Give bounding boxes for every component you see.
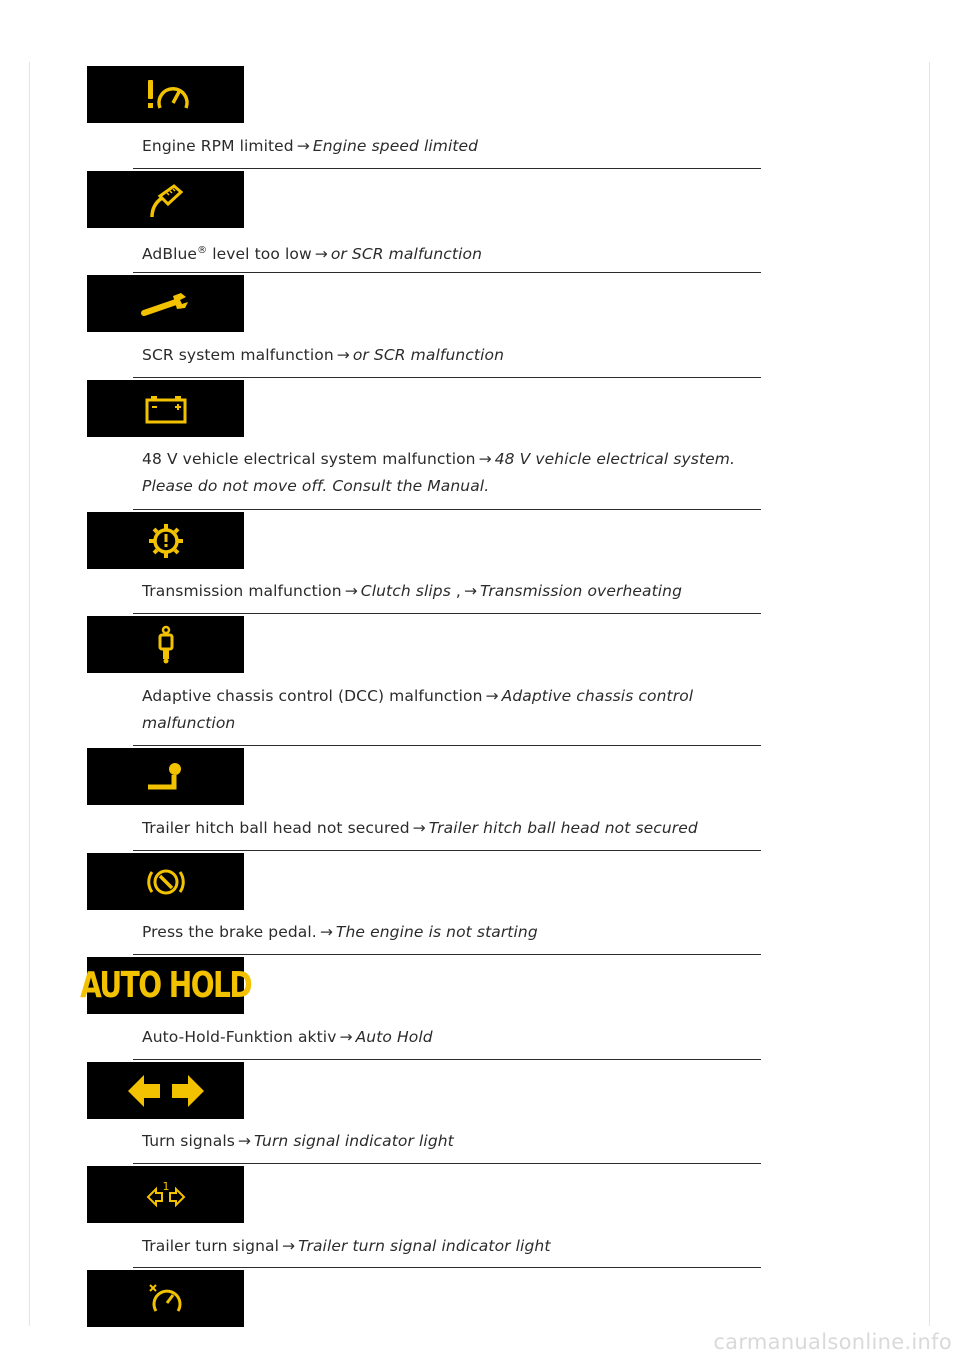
divider — [133, 1059, 761, 1060]
arrow-right-icon: → — [485, 687, 499, 705]
divider — [133, 168, 761, 169]
entry-text: Engine RPM limited — [142, 137, 294, 155]
entry-caption — [142, 1024, 752, 1051]
trailer-number: 1 — [162, 1179, 169, 1193]
cross-reference-link[interactable]: Engine speed limited — [312, 137, 479, 155]
entry-text: Auto-Hold-Funktion aktiv — [142, 1028, 337, 1046]
divider — [133, 850, 761, 851]
left-margin-line — [29, 62, 30, 1326]
arrow-right-icon: → — [344, 582, 358, 600]
arrow-right-icon: → — [478, 450, 492, 468]
entry-caption — [142, 1128, 752, 1155]
entry-caption — [142, 1233, 752, 1260]
cross-reference-link[interactable]: Trailer hitch ball head not secured — [428, 819, 698, 837]
cross-reference-link[interactable]: Auto Hold — [355, 1028, 433, 1046]
entry-text: 48 V vehicle electrical system malfunction — [142, 450, 476, 468]
wrench-icon — [87, 275, 244, 332]
shock-absorber-icon — [87, 616, 244, 673]
entry-text: Trailer hitch ball head not secured — [142, 819, 410, 837]
arrow-right-icon: → — [336, 346, 350, 364]
cross-reference-link[interactable]: Trailer turn signal indicator light — [298, 1237, 551, 1255]
divider — [133, 377, 761, 378]
entry-caption — [142, 815, 752, 842]
entry-text: Adaptive chassis control (DCC) malfunction — [142, 687, 483, 705]
divider — [133, 272, 761, 273]
entry-caption — [142, 342, 752, 369]
speed-limiter-icon — [87, 1270, 244, 1327]
arrow-right-icon: → — [412, 819, 426, 837]
entry-text: Press the brake pedal. — [142, 923, 317, 941]
auto-hold-label: AUTO HOLD — [80, 965, 252, 1006]
rpm-limit-warning-icon — [87, 66, 244, 123]
separator: , — [450, 582, 461, 600]
divider — [133, 509, 761, 510]
entry-text: Turn signals — [142, 1132, 235, 1150]
arrow-right-icon: → — [314, 245, 328, 264]
cross-reference-link[interactable]: or SCR malfunction — [352, 346, 505, 364]
entry-text: Trailer turn signal — [142, 1237, 280, 1255]
entry-text: AdBlue — [142, 245, 198, 264]
entry-text: SCR system malfunction — [142, 346, 334, 364]
arrow-right-icon: → — [319, 923, 333, 941]
arrow-right-icon: → — [339, 1028, 353, 1046]
cross-reference-link[interactable]: or SCR malfunction — [330, 245, 483, 264]
auto-hold-icon — [80, 957, 252, 1014]
cross-reference-link[interactable]: Clutch slips — [360, 582, 451, 600]
arrow-right-icon: → — [296, 137, 310, 155]
divider — [133, 613, 761, 614]
divider — [133, 745, 761, 746]
cross-reference-link[interactable]: Turn signal indicator light — [254, 1132, 454, 1150]
entry-text: Transmission malfunction — [142, 582, 342, 600]
gear-warning-icon — [87, 512, 244, 569]
entry-caption — [142, 578, 752, 605]
brake-pedal-icon — [87, 853, 244, 910]
trailer-hitch-icon — [87, 748, 244, 805]
arrow-right-icon: → — [463, 582, 478, 600]
entry-caption — [142, 919, 752, 946]
entry-text-suffix: level too low — [207, 245, 312, 264]
battery-icon — [87, 380, 244, 437]
cross-reference-link[interactable]: Transmission overheating — [480, 582, 683, 600]
entry-caption — [142, 683, 752, 737]
watermark: carmanualsonline.info — [713, 1330, 952, 1354]
divider — [133, 1163, 761, 1164]
cross-reference-link[interactable]: 48 V vehicle electrical system. Please do not move off. Consult the Manual. — [142, 450, 735, 495]
cross-reference-link[interactable]: The engine is not starting — [335, 923, 538, 941]
divider — [133, 954, 761, 955]
cross-reference-link[interactable]: Adaptive chassis control malfunction — [142, 687, 694, 732]
trailer-turn-signal-icon — [87, 1166, 244, 1223]
entry-caption — [142, 133, 752, 160]
entry-caption — [142, 446, 752, 500]
divider — [133, 1267, 761, 1268]
arrow-right-icon: → — [282, 1237, 296, 1255]
entry-caption — [142, 237, 752, 268]
right-margin-line — [929, 62, 930, 1326]
turn-signals-icon — [87, 1062, 244, 1119]
registered-mark: ® — [197, 245, 208, 256]
adblue-pump-icon — [87, 171, 244, 228]
arrow-right-icon: → — [237, 1132, 252, 1150]
